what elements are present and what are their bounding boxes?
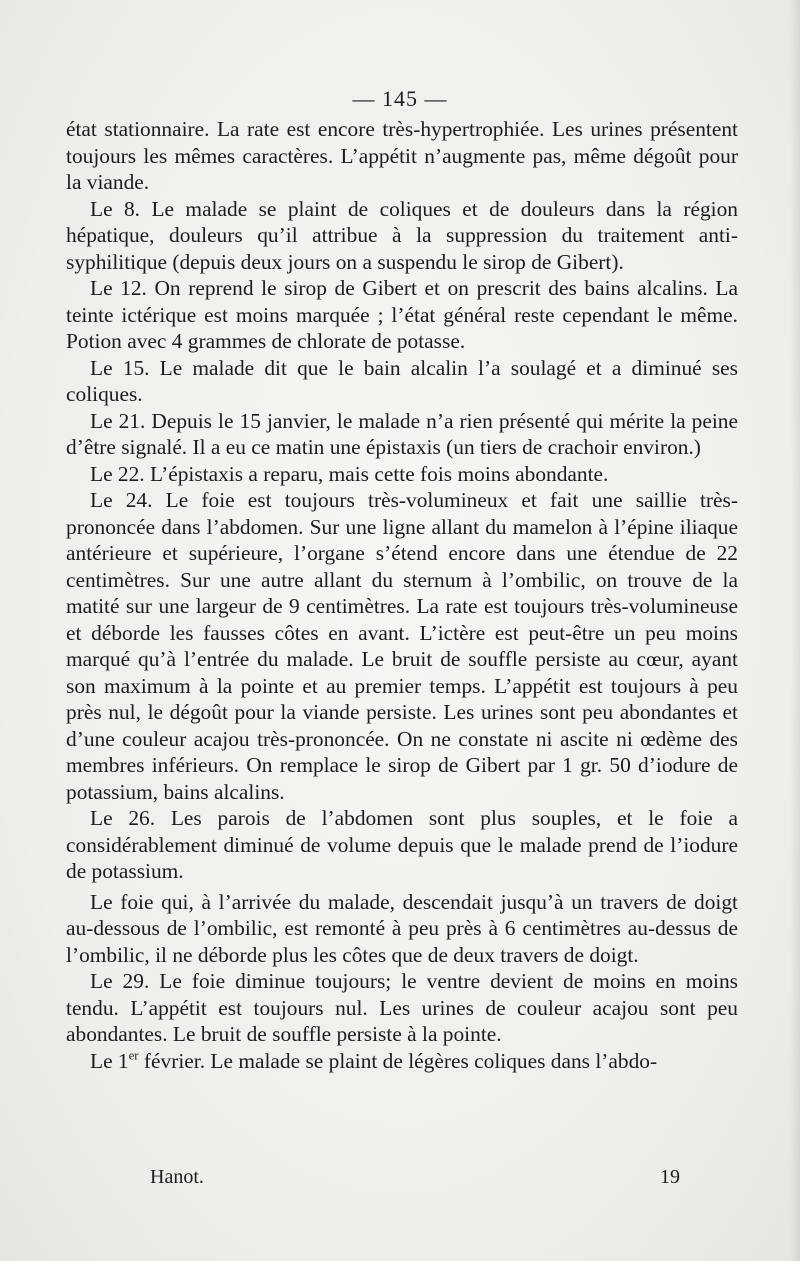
body-text: [66, 116, 738, 1074]
paragraph: Le 12. On reprend le sirop de Gibert et on prescrit des bains alcalins. La teinte ictérique est moins marquée ; l’état général reste cependant le même. Potion avec 4 grammes de chlorate de potasse.: [66, 276, 738, 353]
paragraph: Le foie qui, à l’arrivée du malade, descendait jusqu’à un travers de doigt au-dessous de l’ombilic, est remonté à peu près à 6 centimètres au-dessus de l’ombilic, il ne déborde plus les côtes que de deux travers de doigt.: [66, 889, 738, 967]
page-edge-shadow: [790, 0, 800, 1261]
paragraph: état stationnaire. La rate est encore très-hypertrophiée. Les urines présentent toujours les mêmes caractères. L’appétit n’augmente pas, même dégoût pour la viande.: [66, 117, 738, 194]
paragraph: Le 15. Le malade dit que le bain alcalin l’a soulagé et a diminué ses coliques.: [66, 355, 738, 406]
paragraph: Le 8. Le malade se plaint de coliques et de douleurs dans la région hépatique, douleurs qu’il attribue à la suppression du traitement anti-syphilitique (depuis deux jours on a suspendu le sirop de Gibert).: [66, 196, 738, 274]
last-line: [66, 1048, 738, 1075]
last-line-prefix: Le 1: [90, 1048, 129, 1073]
paragraph: Le 29. Le foie diminue toujours; le ventre devient de moins en moins tendu. L’appétit est toujours nul. Les urines de couleur acajou sont peu abondantes. Le bruit de souffle persiste à la pointe.: [66, 969, 738, 1046]
page-number: — 145 —: [352, 86, 448, 111]
superscript: er: [128, 1048, 139, 1063]
signature-mark: 19: [660, 1166, 680, 1188]
paragraph: Le 22. L’épistaxis a reparu, mais cette fois moins abondante.: [90, 461, 609, 486]
paragraph: Le 26. Les parois de l’abdomen sont plus souples, et le foie a considérablement diminué de volume depuis que le malade prend de l’iodure de potassium.: [66, 806, 738, 883]
paragraph: Le 21. Depuis le 15 janvier, le malade n’a rien présenté qui mérite la peine d’être signalé. Il a eu ce matin une épistaxis (un tiers de crachoir environ.): [66, 408, 738, 459]
last-line-rest: février. Le malade se plaint de légères coliques dans l’abdo-: [138, 1048, 658, 1073]
footer-author: Hanot.: [150, 1166, 204, 1188]
paragraph: Le 24. Le foie est toujours très-volumineux et fait une saillie très-prononcée dans l’abdomen. Sur une ligne allant du mamelon à l’épine iliaque antérieure et supérieure, l’organe s’étend encore dans une étendue de 22 centimètres. Sur une autre allant du sternum à l’ombilic, on trouve de la matité sur une largeur de 9 centimètres. La rate est toujours très-volumineuse et déborde les fausses côtes en avant. L’ictère est peut-être un peu moins marqué qu’à l’entrée du malade. Le bruit de souffle persiste au cœur, ayant son maximum à la pointe et au premier temps. L’appétit est toujours à peu près nul, le dégoût pour la viande persiste. Les urines sont peu abondantes et d’une couleur acajou très-prononcée. On ne constate ni ascite ni œdème des membres inférieurs. On remplace le sirop de Gibert par 1 gr. 50 d’iodure de potassium, bains alcalins.: [66, 488, 738, 804]
